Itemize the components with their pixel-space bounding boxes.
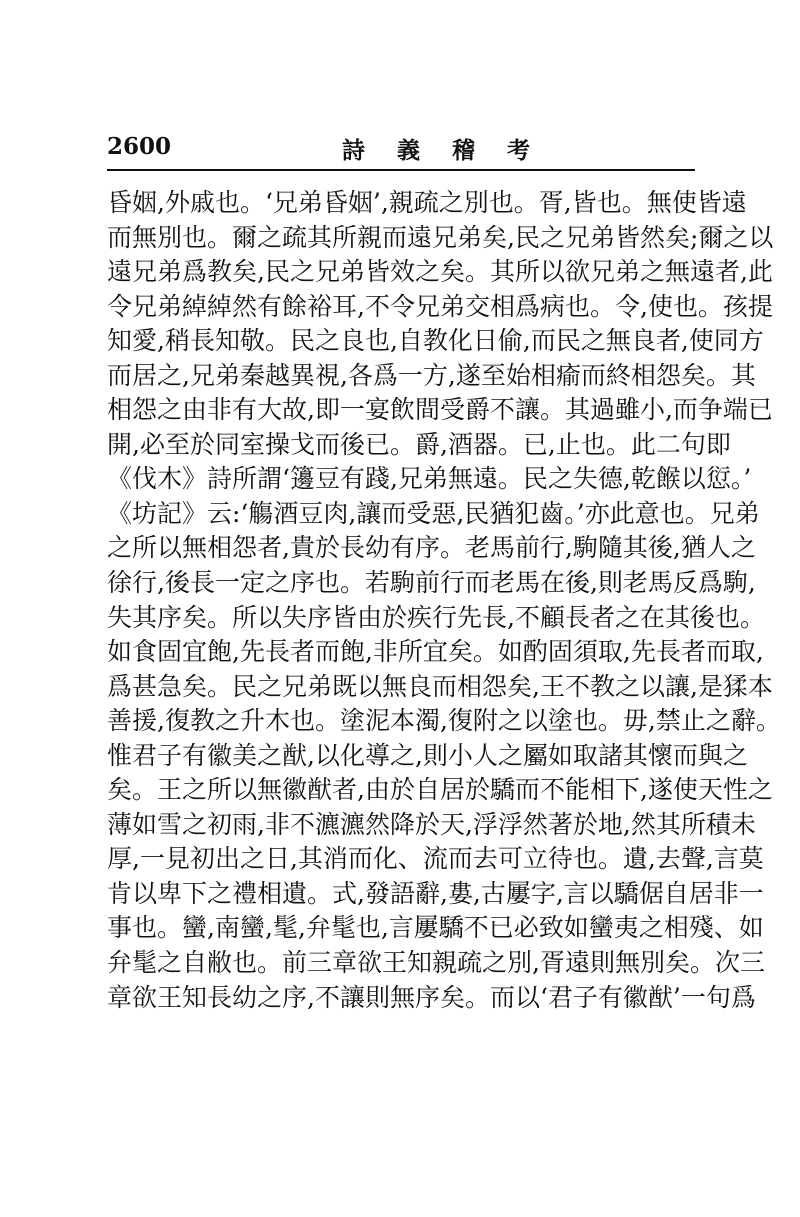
text-line: 而無別也。爾之疏其所親而遠兄弟矣,民之兄弟皆然矣;爾之以 <box>107 222 774 252</box>
text-line: 事也。蠻,南蠻,髦,弁髦也,言屢驕不已必致如蠻夷之相殘、如 <box>107 913 764 943</box>
body-text <box>107 186 781 1015</box>
text-line: 爲甚急矣。民之兄弟既以無良而相怨矣,王不教之以讓,是猱本 <box>107 671 773 701</box>
text-line: 之所以無相怨者,貴於長幼有序。老馬前行,駒隨其後,猶人之 <box>107 533 756 563</box>
text-line: 開,必至於同室操戈而後已。爵,酒器。已,止也。此二句即 <box>107 429 731 459</box>
text-line: 昏姻,外戚也。‘兄弟昏姻’,親疏之別也。胥,皆也。無使皆遠 <box>107 188 747 217</box>
text-line: 如食固宜飽,先長者而飽,非所宜矣。如酌固須取,先長者而取, <box>107 637 764 667</box>
text-line: 徐行,後長一定之序也。若駒前行而老馬在後,則老馬反爲駒, <box>107 568 756 598</box>
text-line: 惟君子有徽美之猷,以化導之,則小人之屬如取諸其懷而與之 <box>107 740 748 770</box>
text-line: 弁髦之自敝也。前三章欲王知親疏之別,胥遠則無別矣。次三 <box>107 948 765 978</box>
text-line: 善援,復教之升木也。塗泥本濁,復附之以塗也。毋,禁止之辭。 <box>107 706 781 736</box>
text-line: 失其序矣。所以失序皆由於疾行先長,不顧長者之在其後也。 <box>107 602 765 632</box>
text-line: 章欲王知長幼之序,不讓則無序矣。而以‘君子有徽猷’一句爲 <box>107 982 756 1012</box>
text-line: 《伐木》詩所謂‘籩豆有踐,兄弟無遠。民之失德,乾餱以愆。’ <box>107 464 752 494</box>
text-line: 矣。王之所以無徽猷者,由於自居於驕而不能相下,遂使天性之 <box>107 775 773 805</box>
text-line: 薄如雪之初雨,非不瀌瀌然降於天,浮浮然著於地,然其所積未 <box>107 809 756 839</box>
text-line: 厚,一見初出之日,其消而化、流而去可立待也。遺,去聲,言莫 <box>107 844 764 874</box>
text-line: 令兄弟綽綽然有餘裕耳,不令兄弟交相爲病也。令,使也。孩提 <box>107 291 773 321</box>
header-rule <box>107 169 695 171</box>
text-line: 知愛,稍長知敬。民之良也,自教化日偷,而民之無良者,使同方 <box>107 326 764 356</box>
text-line: 遠兄弟爲教矣,民之兄弟皆效之矣。其所以欲兄弟之無遠者,此 <box>107 257 773 287</box>
text-line: 相怨之由非有大故,即一宴飲間受爵不讓。其過雖小,而争端已 <box>107 395 773 425</box>
text-line: 而居之,兄弟秦越異視,各爲一方,遂至始相瘉而終相怨矣。其 <box>107 360 756 390</box>
text-line: 《坊記》云:‘觴酒豆肉,讓而受惡,民猶犯齒。’亦此意也。兄弟 <box>107 498 760 528</box>
page-number: 2600 <box>107 133 172 160</box>
text-line: 肯以卑下之禮相遺。式,發語辭,婁,古屢字,言以驕倨自居非一 <box>107 878 764 908</box>
running-title: 詩 義 稽 考 <box>342 137 543 164</box>
